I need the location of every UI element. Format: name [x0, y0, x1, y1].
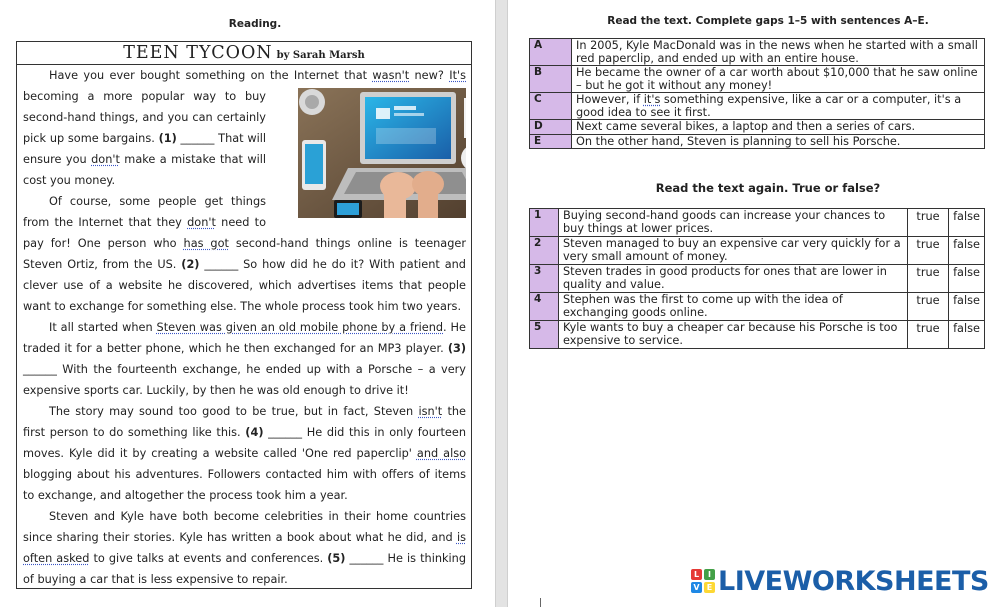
sentence-row [530, 66, 985, 93]
true-option[interactable]: true [908, 293, 949, 321]
true-option[interactable]: true [908, 237, 949, 265]
sentence-key: A [530, 39, 572, 66]
statement-text: Buying second-hand goods can increase your chances to buy things at lower prices. [559, 209, 908, 237]
false-option[interactable]: false [949, 293, 985, 321]
sentences-table [529, 38, 985, 149]
statement-number: 4 [530, 293, 559, 321]
statement-row [530, 265, 985, 293]
statement-number: 3 [530, 265, 559, 293]
reading-heading: Reading. [228, 18, 282, 30]
true-false-instruction: Read the text again. True or false? [655, 181, 881, 195]
gap-5-marker: (5) [327, 552, 346, 565]
statement-row [530, 209, 985, 237]
left-page [0, 0, 495, 607]
liveworksheets-logo[interactable] [691, 566, 989, 596]
paragraph-2: Of course, some people get things from the Internet that they don't need to pay for! One person who has got second-hand things online is teenager Steven Ortiz, from the US. (2) ______ So how did he do it? With patient and clever use of a website he discovered, which advertises items that people want to exchange for something else. The whole process took him two years. [23, 195, 466, 313]
statement-row [530, 321, 985, 349]
true-option[interactable]: true [908, 265, 949, 293]
sentence-row [530, 39, 985, 66]
story-byline: by Sarah Marsh [276, 50, 365, 61]
sentence-text: Next came several bikes, a laptop and then a series of cars. [572, 120, 985, 135]
sentence-key: C [530, 93, 572, 120]
gap-1-marker: (1) [158, 132, 177, 145]
statement-text: Stephen was the first to come up with the idea of exchanging goods online. [559, 293, 908, 321]
story-header [17, 42, 471, 65]
page-tick-mark [540, 598, 541, 607]
sentence-text: He became the owner of a car worth about $10,000 that he saw online – but he got it without any money! [572, 66, 985, 93]
false-option[interactable]: false [949, 209, 985, 237]
gap-fill-instruction: Read the text. Complete gaps 1–5 with sentences A–E. [607, 15, 929, 27]
true-option[interactable]: true [908, 209, 949, 237]
sentence-row [530, 134, 985, 149]
statement-text: Steven managed to buy an expensive car very quickly for a very small amount of money. [559, 237, 908, 265]
gap-4-marker: (4) [245, 426, 264, 439]
sentence-row [530, 93, 985, 120]
false-option[interactable]: false [949, 321, 985, 349]
sentence-key: D [530, 120, 572, 135]
statement-number: 1 [530, 209, 559, 237]
paragraph-3: It all started when Steven was given an old mobile phone by a friend. He traded it for a better phone, which he then exchanged for an MP3 player. (3) ______ With the fourteenth exchange, he ended up with a Porsche – a very expensive sports car. Luckily, by then he was old enough to drive it! [23, 321, 466, 397]
false-option[interactable]: false [949, 237, 985, 265]
gap-3-marker: (3) [447, 342, 466, 355]
sentence-row [530, 120, 985, 135]
statement-text: Steven trades in good products for ones that are lower in quality and value. [559, 265, 908, 293]
logo-tile: E [704, 582, 715, 593]
laptop-shopping-photo [272, 88, 466, 218]
sentence-text: However, if it's something expensive, like a car or a computer, it's a good idea to see it first. [572, 93, 985, 120]
paragraph-4: The story may sound too good to be true, but in fact, Steven isn't the first person to do something like this. (4) ______ He did this in only fourteen moves. Kyle did it by creating a website called 'One red paperclip' and also blogging about his adventures. Followers contacted him with offers of items to exchange, and altogether the process took him a year. [23, 405, 467, 502]
logo-tile: V [691, 582, 702, 593]
story-title: TEEN TYCOON [123, 43, 273, 63]
page-gutter [495, 0, 508, 607]
statement-text: Kyle wants to buy a cheaper car because his Porsche is too expensive to service. [559, 321, 908, 349]
statement-row [530, 293, 985, 321]
right-page [508, 0, 1000, 607]
story-body [17, 65, 471, 590]
sentence-text: In 2005, Kyle MacDonald was in the news when he started with a small red paperclip, and ended up with an entire house. [572, 39, 985, 66]
false-option[interactable]: false [949, 265, 985, 293]
logo-tiles-icon [691, 569, 715, 593]
paragraph-1: Have you ever bought something on the Internet that wasn't new? It's becoming a more popular way to buy second-hand things, and you can certainly pick up some bargains. (1) ______ That will ensure you don't make a mistake that will cost you money. [23, 65, 466, 191]
story-box [16, 41, 472, 589]
logo-tile: L [691, 569, 702, 580]
paragraph-5: Steven and Kyle have both become celebrities in their home countries since sharing their stories. Kyle has written a book about what he did, and is often asked to give talks at events and conferences. (5) ______ He is thinking of buying a car that is less expensive to repair. [23, 510, 467, 586]
true-option[interactable]: true [908, 321, 949, 349]
statement-row [530, 237, 985, 265]
gap-2-marker: (2) [181, 258, 200, 271]
statement-number: 2 [530, 237, 559, 265]
sentence-key: B [530, 66, 572, 93]
logo-tile: I [704, 569, 715, 580]
sentence-key: E [530, 134, 572, 149]
true-false-table [529, 208, 985, 349]
statement-number: 5 [530, 321, 559, 349]
logo-text: LIVEWORKSHEETS [718, 565, 989, 597]
sentence-text: On the other hand, Steven is planning to sell his Porsche. [572, 134, 985, 149]
